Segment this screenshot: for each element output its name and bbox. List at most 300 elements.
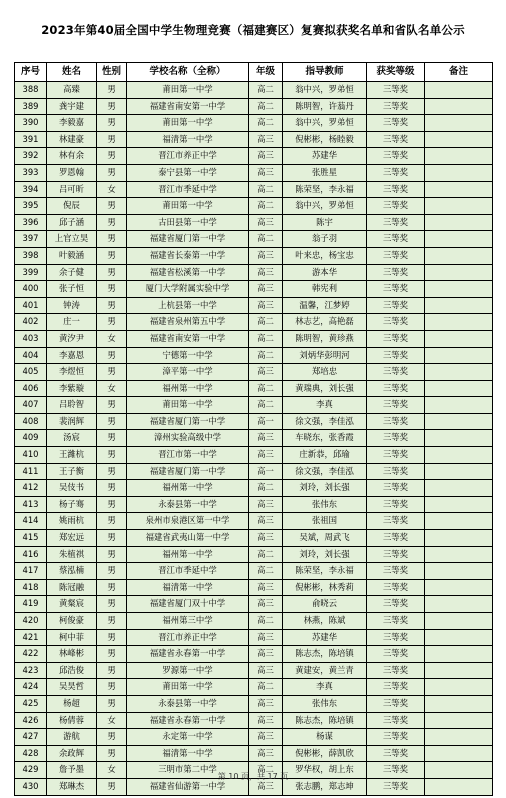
cell-gender: 男 [97,629,127,646]
table-row [15,629,493,646]
cell-index: 389 [15,98,47,115]
cell-index: 414 [15,513,47,530]
cell-teacher: 刘玲，刘长强 [283,480,367,497]
table-row [15,662,493,679]
cell-school: 福建省永春第一中学 [127,646,249,663]
table-row [15,546,493,563]
cell-index: 390 [15,115,47,132]
cell-gender: 男 [97,430,127,447]
table-row [15,82,493,99]
cell-index: 398 [15,247,47,264]
cell-remark [425,662,493,679]
cell-grade: 高三 [249,646,283,663]
cell-school: 福州第一中学 [127,380,249,397]
cell-award: 三等奖 [367,231,425,248]
cell-teacher: 李真 [283,397,367,414]
cell-index: 404 [15,347,47,364]
cell-gender: 男 [97,513,127,530]
cell-grade: 高二 [249,397,283,414]
cell-index: 412 [15,480,47,497]
cell-index: 396 [15,214,47,231]
cell-teacher: 游本华 [283,264,367,281]
cell-name: 上官立昊 [47,231,97,248]
cell-gender: 男 [97,695,127,712]
cell-grade: 高三 [249,264,283,281]
cell-name: 林建豪 [47,131,97,148]
cell-grade: 高一 [249,463,283,480]
cell-teacher: 张志鹏，郑志坤 [283,778,367,795]
cell-name: 游航 [47,729,97,746]
cell-award: 三等奖 [367,745,425,762]
cell-grade: 高三 [249,596,283,613]
cell-award: 三等奖 [367,181,425,198]
table-row [15,131,493,148]
cell-teacher: 张伟东 [283,496,367,513]
table-row [15,480,493,497]
cell-school: 莆田第一中学 [127,198,249,215]
cell-gender: 女 [97,330,127,347]
cell-award: 三等奖 [367,330,425,347]
table-row [15,563,493,580]
cell-name: 余政辉 [47,745,97,762]
cell-index: 411 [15,463,47,480]
table-row [15,695,493,712]
table-row [15,98,493,115]
cell-name: 罗恩翰 [47,164,97,181]
cell-index: 430 [15,778,47,795]
cell-gender: 男 [97,530,127,547]
cell-name: 朱植祺 [47,546,97,563]
cell-name: 郑宏远 [47,530,97,547]
cell-award: 三等奖 [367,281,425,298]
cell-school: 福清第一中学 [127,745,249,762]
cell-award: 三等奖 [367,530,425,547]
cell-award: 三等奖 [367,613,425,630]
cell-school: 福州第一中学 [127,546,249,563]
cell-remark [425,330,493,347]
cell-grade: 高二 [249,198,283,215]
table-row [15,347,493,364]
cell-remark [425,579,493,596]
cell-name: 庄一 [47,314,97,331]
cell-remark [425,264,493,281]
cell-school: 永泰县第一中学 [127,695,249,712]
cell-remark [425,397,493,414]
cell-index: 400 [15,281,47,298]
cell-teacher: 黄建安，黄兰青 [283,662,367,679]
cell-gender: 男 [97,214,127,231]
cell-school: 福清第一中学 [127,131,249,148]
cell-award: 三等奖 [367,712,425,729]
cell-name: 龚宇建 [47,98,97,115]
cell-school: 莆田第一中学 [127,679,249,696]
cell-teacher: 林志艺，高艳磊 [283,314,367,331]
cell-award: 三等奖 [367,695,425,712]
table-row [15,380,493,397]
cell-teacher: 张伟东 [283,695,367,712]
cell-grade: 高一 [249,413,283,430]
col-header-grade: 年级 [249,63,283,82]
cell-index: 394 [15,181,47,198]
cell-teacher: 翁中兴，罗弟恒 [283,115,367,132]
cell-name: 李紫璇 [47,380,97,397]
cell-gender: 男 [97,297,127,314]
cell-grade: 高二 [249,546,283,563]
cell-school: 福建省武夷山第一中学 [127,530,249,547]
cell-grade: 高三 [249,513,283,530]
table-row [15,513,493,530]
cell-remark [425,98,493,115]
cell-teacher: 陈荣坚，李永福 [283,181,367,198]
cell-name: 余子健 [47,264,97,281]
cell-gender: 男 [97,579,127,596]
table-body [15,82,493,796]
cell-index: 395 [15,198,47,215]
cell-remark [425,181,493,198]
cell-teacher: 徐文强，李佳泓 [283,413,367,430]
table-row [15,247,493,264]
cell-gender: 男 [97,314,127,331]
cell-teacher: 倪彬彬，薛凯欣 [283,745,367,762]
cell-gender: 男 [97,463,127,480]
cell-school: 莆田第一中学 [127,397,249,414]
cell-remark [425,297,493,314]
cell-name: 蔡泓楠 [47,563,97,580]
cell-index: 422 [15,646,47,663]
cell-index: 399 [15,264,47,281]
cell-gender: 男 [97,413,127,430]
cell-index: 427 [15,729,47,746]
cell-school: 晋江市养正中学 [127,629,249,646]
cell-teacher: 刘炳华彭明河 [283,347,367,364]
cell-teacher: 叶来忠，杨宝忠 [283,247,367,264]
cell-gender: 男 [97,264,127,281]
table-row [15,430,493,447]
cell-name: 李嘉恩 [47,347,97,364]
cell-name: 吕可昕 [47,181,97,198]
cell-award: 三等奖 [367,596,425,613]
cell-index: 410 [15,447,47,464]
cell-gender: 男 [97,397,127,414]
table-header-row [15,63,493,82]
cell-index: 413 [15,496,47,513]
cell-name: 杨倩蓉 [47,712,97,729]
cell-grade: 高二 [249,115,283,132]
cell-teacher: 林燕，陈斌 [283,613,367,630]
col-header-index: 序号 [15,63,47,82]
cell-award: 三等奖 [367,513,425,530]
cell-name: 裴润辉 [47,413,97,430]
cell-name: 高臻 [47,82,97,99]
cell-grade: 高三 [249,214,283,231]
cell-gender: 男 [97,98,127,115]
cell-award: 三等奖 [367,447,425,464]
cell-remark [425,712,493,729]
cell-remark [425,513,493,530]
table-row [15,712,493,729]
cell-name: 钟涛 [47,297,97,314]
cell-index: 429 [15,762,47,779]
cell-award: 三等奖 [367,729,425,746]
cell-school: 永泰县第一中学 [127,496,249,513]
cell-award: 三等奖 [367,662,425,679]
cell-remark [425,281,493,298]
cell-grade: 高三 [249,164,283,181]
cell-index: 420 [15,613,47,630]
cell-teacher: 翁中兴，罗弟恒 [283,198,367,215]
cell-school: 福建省南安第一中学 [127,98,249,115]
cell-teacher: 庄新恭，邱瑜 [283,447,367,464]
cell-award: 三等奖 [367,380,425,397]
cell-gender: 女 [97,712,127,729]
cell-teacher: 徐文强，李佳泓 [283,463,367,480]
cell-gender: 男 [97,546,127,563]
table-row [15,198,493,215]
cell-grade: 高三 [249,297,283,314]
cell-grade: 高三 [249,148,283,165]
cell-grade: 高三 [249,778,283,795]
cell-school: 泰宁县第一中学 [127,164,249,181]
table-row [15,164,493,181]
col-header-name: 姓名 [47,63,97,82]
cell-grade: 高二 [249,330,283,347]
cell-index: 415 [15,530,47,547]
cell-gender: 男 [97,596,127,613]
cell-index: 428 [15,745,47,762]
cell-award: 三等奖 [367,164,425,181]
cell-remark [425,596,493,613]
cell-remark [425,679,493,696]
cell-remark [425,695,493,712]
cell-remark [425,430,493,447]
table-row [15,413,493,430]
cell-school: 莆田第一中学 [127,115,249,132]
cell-award: 三等奖 [367,198,425,215]
cell-school: 罗源第一中学 [127,662,249,679]
col-header-gender: 性别 [97,63,127,82]
cell-gender: 男 [97,613,127,630]
cell-grade: 高三 [249,745,283,762]
cell-school: 福建省厦门第一中学 [127,231,249,248]
cell-school: 晋江市养正中学 [127,148,249,165]
cell-grade: 高二 [249,181,283,198]
cell-school: 莆田第一中学 [127,82,249,99]
cell-school: 古田县第一中学 [127,214,249,231]
table-row [15,264,493,281]
cell-award: 三等奖 [367,463,425,480]
cell-index: 397 [15,231,47,248]
cell-school: 上杭县第一中学 [127,297,249,314]
cell-award: 三等奖 [367,148,425,165]
cell-remark [425,314,493,331]
cell-index: 388 [15,82,47,99]
cell-grade: 高三 [249,579,283,596]
cell-remark [425,82,493,99]
page-title: 2023年第40届全国中学生物理竞赛（福建赛区）复赛拟获奖名单和省队名单公示 [41,23,465,37]
cell-school: 福建省厦门第一中学 [127,463,249,480]
cell-school: 晋江市季延中学 [127,563,249,580]
col-header-award: 获奖等级 [367,63,425,82]
cell-index: 417 [15,563,47,580]
cell-gender: 男 [97,729,127,746]
cell-remark [425,347,493,364]
table-row [15,314,493,331]
cell-index: 418 [15,579,47,596]
table-row [15,679,493,696]
cell-teacher: 黄瑞典，刘长强 [283,380,367,397]
cell-remark [425,729,493,746]
cell-remark [425,546,493,563]
cell-remark [425,198,493,215]
cell-school: 漳州实验高级中学 [127,430,249,447]
cell-gender: 男 [97,447,127,464]
table-row [15,364,493,381]
cell-grade: 高二 [249,98,283,115]
cell-teacher: 陈志杰，陈培镇 [283,646,367,663]
cell-remark [425,480,493,497]
cell-grade: 高三 [249,712,283,729]
cell-teacher: 罗华权，胡上东 [283,762,367,779]
cell-name: 林有余 [47,148,97,165]
cell-remark [425,380,493,397]
cell-award: 三等奖 [367,98,425,115]
table-row [15,729,493,746]
table-row [15,745,493,762]
cell-grade: 高二 [249,347,283,364]
cell-grade: 高三 [249,364,283,381]
cell-name: 詹予墨 [47,762,97,779]
cell-index: 401 [15,297,47,314]
cell-index: 408 [15,413,47,430]
col-header-teacher: 指导教师 [283,63,367,82]
cell-gender: 男 [97,745,127,762]
cell-remark [425,148,493,165]
cell-grade: 高二 [249,613,283,630]
cell-award: 三等奖 [367,264,425,281]
table-row [15,115,493,132]
cell-gender: 男 [97,131,127,148]
cell-remark [425,447,493,464]
cell-gender: 男 [97,662,127,679]
cell-teacher: 陈明智，黄珍燕 [283,330,367,347]
col-header-remark: 备注 [425,63,493,82]
cell-index: 416 [15,546,47,563]
cell-grade: 高二 [249,563,283,580]
cell-name: 邱浩俊 [47,662,97,679]
cell-remark [425,496,493,513]
cell-index: 425 [15,695,47,712]
cell-teacher: 郑培忠 [283,364,367,381]
cell-index: 407 [15,397,47,414]
cell-grade: 高三 [249,496,283,513]
cell-index: 423 [15,662,47,679]
cell-school: 福建省长泰第一中学 [127,247,249,264]
cell-teacher: 张祖国 [283,513,367,530]
cell-teacher: 温馨，江梦婷 [283,297,367,314]
cell-name: 张子恒 [47,281,97,298]
cell-remark [425,131,493,148]
cell-name: 姚雨杭 [47,513,97,530]
cell-award: 三等奖 [367,115,425,132]
cell-name: 李毅嘉 [47,115,97,132]
cell-remark [425,646,493,663]
cell-grade: 高三 [249,281,283,298]
cell-award: 三等奖 [367,646,425,663]
cell-award: 三等奖 [367,496,425,513]
cell-grade: 高三 [249,447,283,464]
table-row [15,613,493,630]
cell-gender: 男 [97,164,127,181]
cell-teacher: 苏建华 [283,629,367,646]
table-row [15,530,493,547]
cell-name: 郑琳杰 [47,778,97,795]
table-row [15,330,493,347]
cell-gender: 男 [97,247,127,264]
cell-grade: 高三 [249,629,283,646]
cell-gender: 男 [97,198,127,215]
cell-remark [425,563,493,580]
cell-index: 405 [15,364,47,381]
cell-grade: 高三 [249,530,283,547]
cell-award: 三等奖 [367,579,425,596]
cell-award: 三等奖 [367,297,425,314]
cell-gender: 男 [97,347,127,364]
cell-name: 黄汐尹 [47,330,97,347]
cell-name: 黄粲宸 [47,596,97,613]
cell-school: 宁德第一中学 [127,347,249,364]
cell-grade: 高三 [249,662,283,679]
cell-gender: 男 [97,82,127,99]
cell-award: 三等奖 [367,546,425,563]
cell-gender: 女 [97,762,127,779]
cell-teacher: 张胜星 [283,164,367,181]
cell-gender: 男 [97,563,127,580]
cell-index: 391 [15,131,47,148]
cell-school: 福州第三中学 [127,613,249,630]
cell-remark [425,745,493,762]
cell-school: 福建省泉州第五中学 [127,314,249,331]
cell-teacher: 陈宇 [283,214,367,231]
cell-name: 吴伎书 [47,480,97,497]
cell-grade: 高二 [249,314,283,331]
cell-remark [425,231,493,248]
cell-gender: 男 [97,148,127,165]
cell-gender: 男 [97,115,127,132]
cell-name: 柯俊豪 [47,613,97,630]
table-row [15,397,493,414]
table-row [15,297,493,314]
cell-teacher: 韩宪利 [283,281,367,298]
cell-index: 393 [15,164,47,181]
cell-teacher: 倪彬彬，杨睦毅 [283,131,367,148]
cell-remark [425,629,493,646]
cell-teacher: 翁中兴，罗弟恒 [283,82,367,99]
cell-teacher: 苏建华 [283,148,367,165]
table-row [15,463,493,480]
cell-award: 三等奖 [367,214,425,231]
cell-teacher: 李真 [283,679,367,696]
cell-award: 三等奖 [367,563,425,580]
cell-grade: 高二 [249,679,283,696]
cell-index: 403 [15,330,47,347]
cell-grade: 高二 [249,480,283,497]
cell-teacher: 刘玲，刘长强 [283,546,367,563]
cell-remark [425,463,493,480]
cell-school: 福建省仙游第一中学 [127,778,249,795]
cell-school: 福建省厦门第一中学 [127,413,249,430]
cell-grade: 高二 [249,762,283,779]
cell-remark [425,413,493,430]
